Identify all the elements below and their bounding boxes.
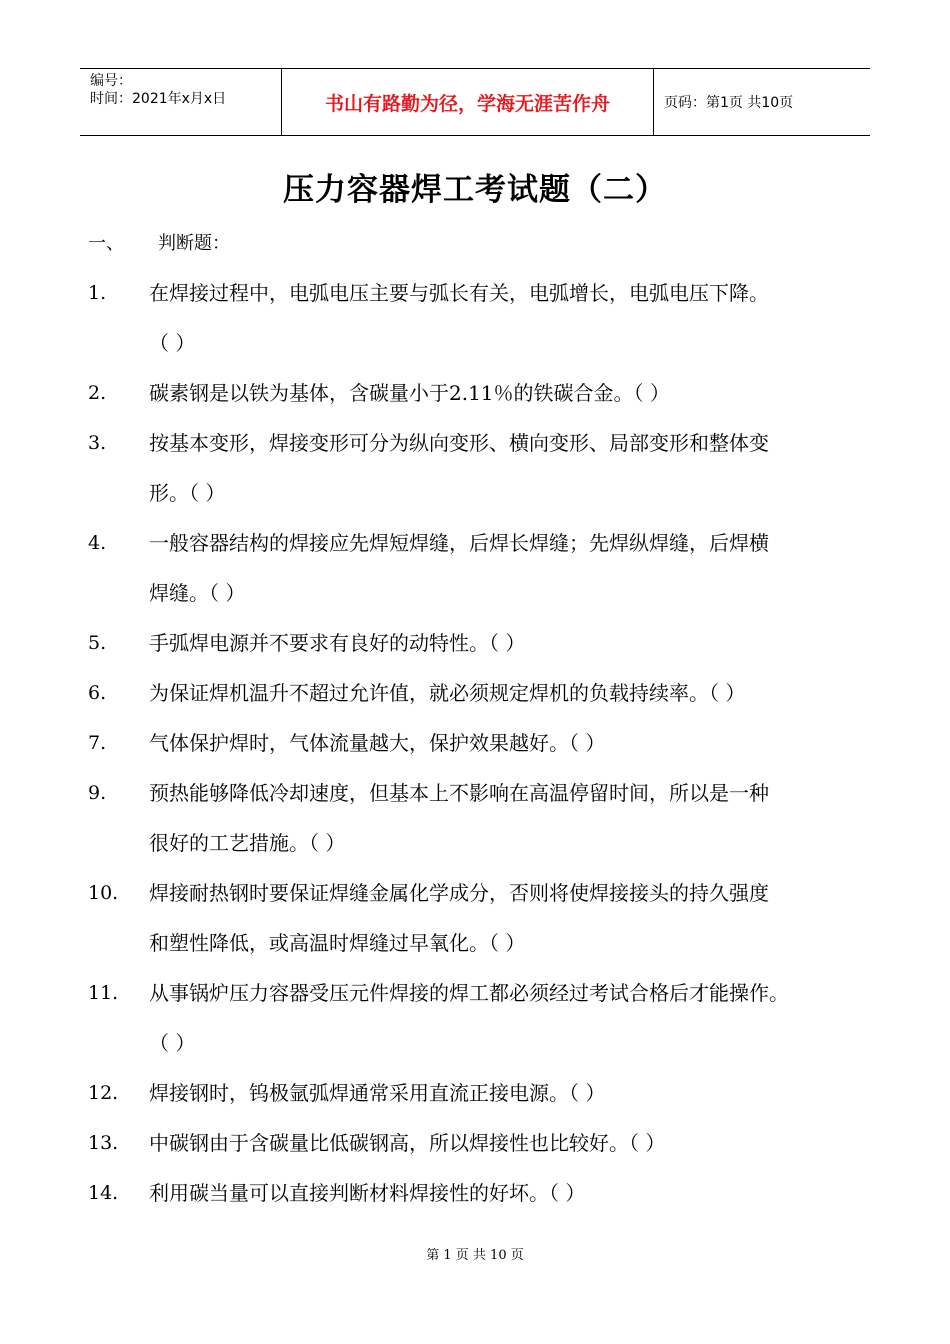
time-label: 时间：2021年x月x日 <box>90 91 227 107</box>
section-label: 判断题： <box>158 233 230 254</box>
question-item <box>88 968 878 1068</box>
question-text-line: 焊接钢时，钨极氩弧焊通常采用直流正接电源。（ ） <box>149 1081 606 1105</box>
page-footer: 第 1 页 共 10 页 <box>426 1248 524 1263</box>
question-number: 6. <box>88 682 107 704</box>
question-item <box>88 368 878 418</box>
question-text-line: 焊接耐热钢时要保证焊缝金属化学成分，否则将使焊接接头的持久强度 <box>149 881 769 905</box>
question-text-line: 气体保护焊时，气体流量越大，保护效果越好。（ ） <box>149 731 606 755</box>
question-number: 9. <box>88 782 107 804</box>
section-heading <box>88 230 230 258</box>
question-number: 2. <box>88 382 107 404</box>
question-text-line: 碳素钢是以铁为基体，含碳量小于2.11％的铁碳合金。（ ） <box>149 381 670 405</box>
question-number: 13. <box>88 1132 119 1154</box>
question-item <box>88 268 878 368</box>
question-item <box>88 868 878 968</box>
document-title: 压力容器焊工考试题（二） <box>283 172 667 208</box>
question-item <box>88 768 878 868</box>
question-item <box>88 668 878 718</box>
header-motto: 书山有路勤为径，学海无涯苦作舟 <box>282 69 654 135</box>
question-number: 3. <box>88 432 107 454</box>
question-text-line: 焊缝。（ ） <box>149 581 246 605</box>
question-text-line: （ ） <box>149 331 196 355</box>
question-number: 5. <box>88 632 107 654</box>
question-item <box>88 718 878 768</box>
question-text-line: 利用碳当量可以直接判断材料焊接性的好坏。（ ） <box>149 1181 586 1205</box>
question-item <box>88 1168 878 1218</box>
question-number: 14. <box>88 1182 119 1204</box>
question-text-line: 中碳钢由于含碳量比低碳钢高，所以焊接性也比较好。（ ） <box>149 1131 666 1155</box>
question-text-line: 从事锅炉压力容器受压元件焊接的焊工都必须经过考试合格后才能操作。 <box>149 981 789 1005</box>
question-number: 4. <box>88 532 107 554</box>
document-header <box>80 68 870 136</box>
question-item <box>88 518 878 618</box>
question-text-line: （ ） <box>149 1031 196 1055</box>
question-number: 10. <box>88 882 119 904</box>
question-number: 7. <box>88 732 107 754</box>
question-text-line: 和塑性降低，或高温时焊缝过早氧化。（ ） <box>149 931 526 955</box>
header-page-label: 页码：第1页 共10页 <box>664 95 794 111</box>
question-number: 11. <box>88 982 119 1004</box>
question-text-line: 手弧焊电源并不要求有良好的动特性。（ ） <box>149 631 526 655</box>
question-item <box>88 618 878 668</box>
question-text-line: 一般容器结构的焊接应先焊短焊缝，后焊长焊缝；先焊纵焊缝，后焊横 <box>149 531 769 555</box>
header-meta <box>80 69 282 135</box>
question-text-line: 预热能够降低冷却速度，但基本上不影响在高温停留时间，所以是一种 <box>149 781 769 805</box>
question-text-line: 在焊接过程中，电弧电压主要与弧长有关，电弧增长，电弧电压下降。 <box>149 281 769 305</box>
question-text-line: 按基本变形，焊接变形可分为纵向变形、横向变形、局部变形和整体变 <box>149 431 769 455</box>
question-text-line: 很好的工艺措施。（ ） <box>149 831 346 855</box>
question-item <box>88 418 878 518</box>
code-label: 编号： <box>90 73 132 89</box>
section-number: 一、 <box>88 233 124 254</box>
question-number: 12. <box>88 1082 119 1104</box>
question-item <box>88 1118 878 1168</box>
question-text-line: 为保证焊机温升不超过允许值，就必须规定焊机的负载持续率。（ ） <box>149 681 746 705</box>
question-item <box>88 1068 878 1118</box>
question-text-line: 形。（ ） <box>149 481 226 505</box>
question-number: 1. <box>88 282 107 304</box>
